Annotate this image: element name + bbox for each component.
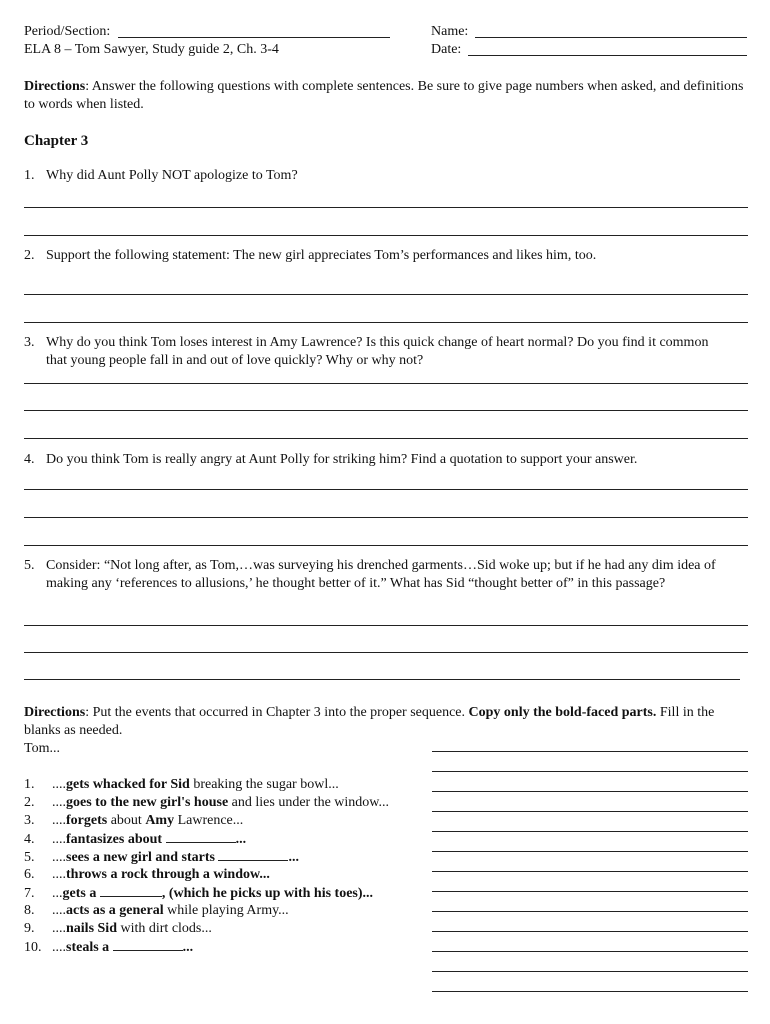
fill-in-blank[interactable]	[166, 830, 236, 843]
event-bold-tail: ...	[235, 832, 247, 847]
event-number: 4.	[24, 832, 35, 847]
directions-2-text: : Put the events that occurred in Chapter 3 into the proper sequence.	[85, 705, 469, 720]
event-2	[24, 794, 389, 812]
event-number: 5.	[24, 850, 35, 865]
question-5-text: Consider: “Not long after, as Tom,…was surveying his drenched garments…Sid woke up; but if he had any dim idea of making any ‘references to allusions,’ he thought better of it.” What has Sid “thought better of” in this passage?	[46, 558, 716, 591]
event-dots: ....	[52, 795, 66, 810]
question-1-text: Why did Aunt Polly NOT apologize to Tom?	[46, 168, 298, 183]
event-number: 3.	[24, 813, 35, 828]
event-dots: ....	[52, 921, 66, 936]
event-10	[24, 938, 193, 957]
sequence-answer-line[interactable]	[432, 891, 748, 892]
event-text: about	[107, 813, 146, 828]
event-text: with dirt clods...	[116, 921, 212, 936]
answer-line[interactable]	[24, 652, 748, 653]
directions-1-label: Directions	[24, 79, 86, 94]
answer-line[interactable]	[24, 383, 748, 384]
event-bold-tail: ...	[288, 850, 299, 865]
question-4-text: Do you think Tom is really angry at Aunt Polly for striking him? Find a quotation to support your answer.	[46, 452, 638, 467]
event-bold-text: steals a	[66, 940, 113, 955]
sequence-answer-line[interactable]	[432, 791, 748, 792]
event-dots: ....	[52, 777, 66, 792]
event-bold-text: fantasizes about	[66, 832, 166, 847]
period-section-blank[interactable]	[118, 37, 390, 38]
event-bold-text: acts as a general	[66, 903, 164, 918]
answer-line[interactable]	[24, 679, 740, 680]
event-text: while playing Army...	[163, 903, 289, 918]
event-bold-text: forgets	[66, 813, 108, 828]
event-bold-text: nails Sid	[66, 921, 117, 936]
sequence-answer-line[interactable]	[432, 951, 748, 952]
event-1	[24, 776, 339, 794]
sequence-answer-line[interactable]	[432, 831, 748, 832]
sequence-answer-line[interactable]	[432, 931, 748, 932]
sequence-answer-line[interactable]	[432, 991, 748, 992]
answer-line[interactable]	[24, 517, 748, 518]
event-number: 2.	[24, 795, 35, 810]
event-bold-text: throws a rock through a window...	[66, 867, 270, 882]
sequence-answer-line[interactable]	[432, 911, 748, 912]
directions-1-text: : Answer the following questions with complete sentences. Be sure to give page numbers when asked, and definitions to words when listed.	[24, 79, 744, 112]
event-dots: ....	[52, 813, 66, 828]
sequence-answer-line[interactable]	[432, 751, 748, 752]
event-9	[24, 920, 212, 938]
chapter-heading: Chapter 3	[24, 133, 89, 149]
event-number: 8.	[24, 903, 35, 918]
sequence-answer-line[interactable]	[432, 811, 748, 812]
question-5-number: 5.	[24, 558, 35, 573]
event-text: Lawrence...	[174, 813, 244, 828]
sequence-answer-line[interactable]	[432, 871, 748, 872]
event-dots: ....	[52, 832, 66, 847]
date-label: Date:	[431, 42, 462, 57]
event-text: breaking the sugar bowl...	[189, 777, 339, 792]
answer-line[interactable]	[24, 438, 748, 439]
question-4-number: 4.	[24, 452, 35, 467]
worksheet-title: ELA 8 – Tom Sawyer, Study guide 2, Ch. 3-4	[24, 42, 279, 57]
event-number: 10.	[24, 940, 42, 955]
event-number: 1.	[24, 777, 35, 792]
question-1-number: 1.	[24, 168, 35, 183]
answer-line[interactable]	[24, 545, 748, 546]
answer-line[interactable]	[24, 207, 748, 208]
event-bold-text: gets a	[62, 886, 100, 901]
event-bold-text: gets whacked for Sid	[66, 777, 190, 792]
event-8	[24, 902, 289, 920]
question-3-text: Why do you think Tom loses interest in Amy Lawrence? Is this quick change of heart normal? Do you find it common that young people fall in and out of love quickly? Why or why not?	[46, 335, 709, 368]
date-blank[interactable]	[468, 55, 747, 56]
event-dots: ....	[52, 940, 66, 955]
event-3	[24, 812, 243, 830]
event-6	[24, 866, 270, 884]
sequence-answer-line[interactable]	[432, 771, 748, 772]
event-5	[24, 848, 299, 867]
sequence-answer-line[interactable]	[432, 971, 748, 972]
answer-line[interactable]	[24, 235, 748, 236]
answer-line[interactable]	[24, 489, 748, 490]
event-dots: ...	[52, 886, 63, 901]
name-blank[interactable]	[475, 37, 747, 38]
event-4	[24, 830, 246, 849]
question-2-text: Support the following statement: The new girl appreciates Tom’s performances and likes him, too.	[46, 248, 597, 263]
event-dots: ....	[52, 903, 66, 918]
event-bold-text: sees a new girl and starts	[66, 850, 219, 865]
directions-2-text-end: Fill in the blanks as needed.	[24, 705, 715, 738]
directions-2-label: Directions	[24, 705, 86, 720]
event-number: 7.	[24, 886, 35, 901]
answer-line[interactable]	[24, 410, 748, 411]
tom-label: Tom...	[24, 741, 60, 756]
answer-line[interactable]	[24, 294, 748, 295]
fill-in-blank[interactable]	[113, 938, 183, 951]
event-dots: ....	[52, 850, 66, 865]
event-bold-tail: , (which he picks up with his toes)...	[161, 886, 374, 901]
event-dots: ....	[52, 867, 66, 882]
event-bold-text: goes to the new girl's house	[66, 795, 229, 810]
event-7	[24, 884, 373, 903]
period-section-label: Period/Section:	[24, 24, 111, 39]
event-number: 6.	[24, 867, 35, 882]
question-3-number: 3.	[24, 335, 35, 350]
event-bold-tail: ...	[182, 940, 194, 955]
fill-in-blank[interactable]	[218, 848, 288, 861]
event-number: 9.	[24, 921, 35, 936]
event-bold-text: Amy	[145, 813, 175, 828]
name-label: Name:	[431, 24, 469, 39]
question-2-number: 2.	[24, 248, 35, 263]
answer-line[interactable]	[24, 625, 748, 626]
directions-2-bold-instruction: Copy only the bold-faced parts.	[468, 705, 657, 720]
answer-line[interactable]	[24, 322, 748, 323]
fill-in-blank[interactable]	[100, 884, 162, 897]
event-text: and lies under the window...	[228, 795, 390, 810]
directions-1	[24, 78, 748, 114]
sequence-answer-line[interactable]	[432, 851, 748, 852]
directions-2	[24, 704, 754, 740]
